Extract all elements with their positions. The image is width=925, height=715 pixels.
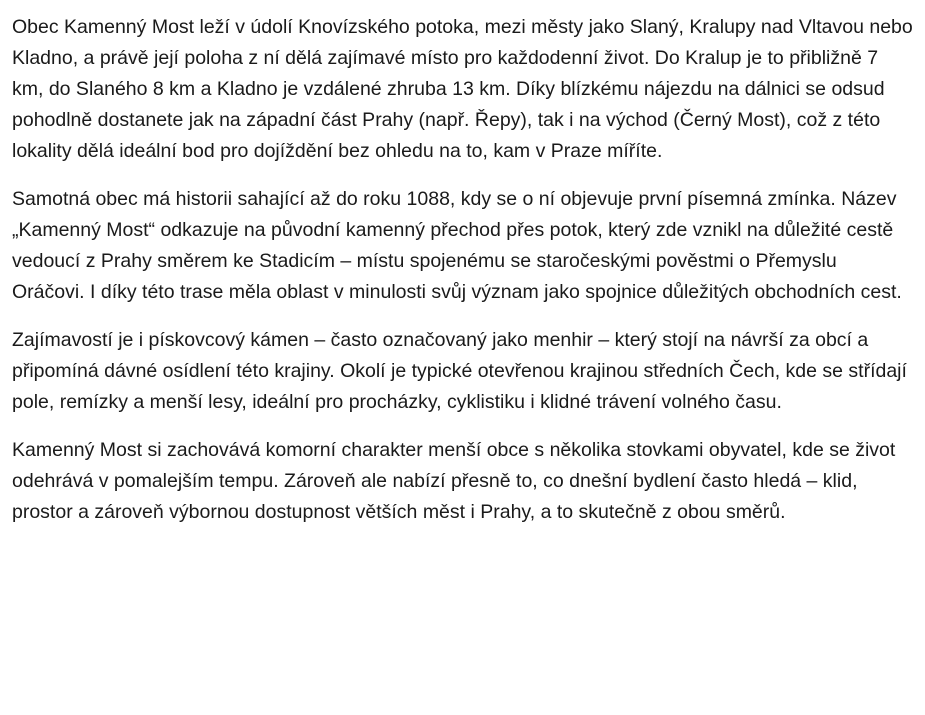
paragraph-location: Obec Kamenný Most leží v údolí Knovízského potoka, mezi městy jako Slaný, Kralupy nad Vltavou nebo Kladno, a právě její poloha z ní dělá zajímavé místo pro každodenní život. Do Kralup je to přibližně 7 km, do Slaného 8 km a Kladno je vzdálené zhruba 13 km. Díky blízkému nájezdu na dálnici se odsud pohodlně dostanete jak na západní část Prahy (např. Řepy), tak i na východ (Černý Most), což z této lokality dělá ideální bod pro dojíždění bez ohledu na to, kam v Praze míříte. bbox=[12, 16, 913, 162]
paragraph-history: Samotná obec má historii sahající až do roku 1088, kdy se o ní objevuje první písemná zmínka. Název „Kamenný Most“ odkazuje na původní kamenný přechod přes potok, který zde vznikl na důležité cestě vedoucí z Prahy směrem ke Stadicím – místu spojenému se staročeskými pověstmi o Přemyslu Oráčovi. I díky této trase měla oblast v minulosti svůj význam jako spojnice důležitých obchodních cest. bbox=[12, 188, 902, 303]
paragraph-character: Kamenný Most si zachovává komorní charakter menší obce s několika stovkami obyvatel, kde se život odehrává v pomalejším tempu. Zároveň ale nabízí přesně to, co dnešní bydlení často hledá – klid, prostor a zároveň výbornou dostupnost větších měst i Prahy, a to skutečně z obou směrů. bbox=[12, 439, 896, 523]
paragraph-menhir: Zajímavostí je i pískovcový kámen – často označovaný jako menhir – který stojí na návrší za obcí a připomíná dávné osídlení této krajiny. Okolí je typické otevřenou krajinou středních Čech, kde se střídají pole, remízky a menší lesy, ideální pro procházky, cyklistiku i klidné trávení volného času. bbox=[12, 329, 907, 413]
